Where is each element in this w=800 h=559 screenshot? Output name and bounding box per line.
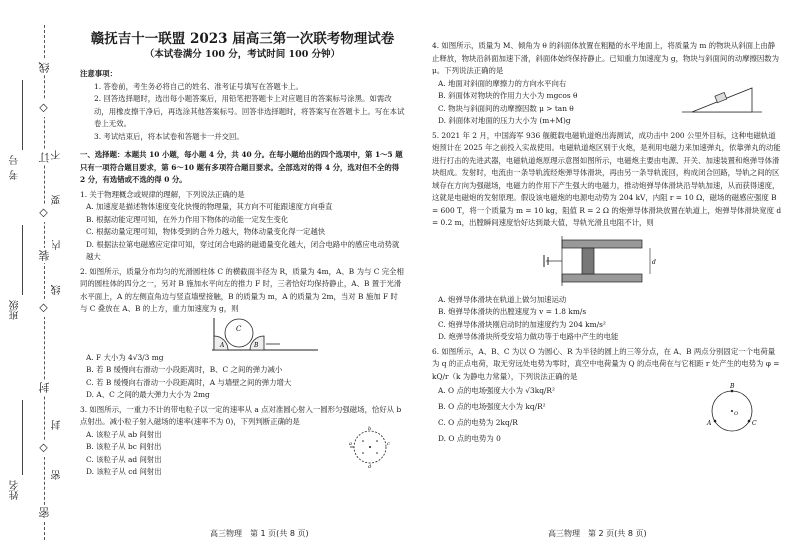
question-6-stem: 6. 如图所示，A、B、C 为以 O 为圆心、R 为半径的圆上的三等分点，在 A、B 两点分别固定一个电荷量为 q 的正点电荷，取无穷远处电势为零时，真空中电荷量为 Q 的点电荷在与它相距 r 处产生的电势为 φ = kQ/r（k 为静电力常量），下列说法正确的是 (432, 346, 780, 381)
seal-word-line: 线 (38, 62, 51, 73)
field-label-kao: 考 (10, 170, 21, 180)
question-3-option-d: D. 该粒子从 cd 间射出 (86, 467, 162, 476)
magnetic-field-circle-figure (348, 425, 392, 469)
question-3-stem: 3. 如图所示，一重力不计的带电粒子以一定的速率从 a 点对准圆心射入一圆形匀强磁场，恰好从 b 点射出。减小粒子射入磁场的速率(速率不为 0)，下列判断正确的是 (80, 404, 402, 426)
seal-word-ding: 订 (38, 152, 51, 163)
charges-circle-figure (704, 381, 760, 441)
question-2-option-d: D. A、C 之间的最大弹力大小为 2mg (86, 390, 210, 399)
seal-word-mi: 密 (38, 507, 51, 518)
seal-circle: ◇ (37, 302, 50, 315)
svg-text:A: A (707, 420, 712, 427)
left-column (80, 30, 405, 479)
inside-word: 内 (52, 240, 63, 250)
svg-text:C: C (236, 324, 242, 333)
notice-item: 1. 答卷前，考生务必将自己的姓名、准考证号填写在答题卡上。 (94, 81, 303, 91)
section-heading: 一、选择题：本题共 10 小题，每小题 4 分，共 40 分。在每小题给出的四个选项中，第 1～5 题只有一项符合题目要求，第 6～10 题有多项符合题目要求。全部选对的得 4 分，选对但不全的得 2 分，有选错或不选的得 0 分。 (80, 150, 403, 184)
question-6-option-d: D. O 点的电势为 0 (438, 434, 501, 443)
question-3-option-c: C. 该粒子从 ad 间射出 (86, 454, 162, 464)
svg-text:d: d (368, 463, 372, 469)
question-2-figure-space (80, 316, 405, 352)
seal-circle: ◇ (37, 207, 50, 220)
question-3-option-a: A. 该粒子从 ab 间射出 (86, 429, 162, 439)
question-5-option-a: A. 炮弹导体滑块在轨道上做匀加速运动 (438, 294, 567, 304)
svg-text:a: a (349, 440, 352, 447)
binding-strip (0, 0, 66, 559)
page-footer-right: 高三物理 第 2 页(共 8 页) (548, 529, 647, 538)
field-label-hao: 号 (10, 155, 21, 165)
notice-item: 2. 回答选择题时，选出每小题答案后，用铅笔把答题卡上对应题目的答案标号涂黑。如需改动，用橡皮擦干净后，再选涂其他答案标号。回答非选择题时，将答案写在答题卡上。写在本试卷上无效。 (94, 94, 405, 128)
question-5-option-c: C. 炮弹导体滑块刚启动时的加速度约为 204 km/s² (438, 319, 606, 329)
question-6-options (432, 383, 782, 447)
field-label-class: 班级 (10, 300, 21, 320)
cylinders-figure (210, 316, 320, 352)
railgun-figure (532, 232, 662, 292)
field-line-name (22, 400, 23, 475)
question-6-option-a: A. O 点的电场强度大小为 √3kq/R² (438, 386, 555, 395)
question-2-option-c: C. 若 B 缓慢向右滑动一小段距离时，A 与墙壁之间的弹力增大 (86, 377, 292, 387)
question-1-option-a: A. 加速度是描述物体速度变化快慢的物理量，其方向不可能跟速度方向垂直 (86, 202, 333, 211)
incline-figure (682, 80, 762, 114)
question-4-option-d: D. 斜面体对地面的压力大小为 (m+M)g (438, 116, 571, 125)
question-2-option-b: B. 若 B 缓慢向右滑动一小段距离时，B、C 之间的弹力减小 (86, 365, 283, 374)
question-5-figure-space (432, 230, 782, 294)
field-line-class (22, 225, 23, 295)
page-footer-left: 高三物理 第 1 页(共 8 页) (210, 529, 309, 538)
svg-text:B: B (730, 383, 735, 390)
seal-word-feng: 封 (38, 382, 51, 393)
question-5-option-b: B. 炮弹导体滑块的出膛速度为 v = 1.8 km/s (438, 307, 587, 316)
svg-text:d: d (652, 258, 656, 266)
question-5-stem: 5. 2021 年 2 月，中国海军 936 舰艇载电磁轨道炮出海测试，成功击中 200 公里外目标，这种电磁轨道炮预计在 2025 年之前投入实战使用。电磁轨道炮区别于火炮，是利用电磁力来加速弹丸，依靠弹丸的动能进行打击的先进武器，电磁轨道炮原理示意图如图所示，电磁炮主要由电源、开关、加速装置和炮弹导体滑块组成。发射时，电流由一条导轨流经炮弹导体滑块，再由另一条导轨流回，构成闭合回路，导轨之间的区域存在方向为强磁场，电磁力的作用下产生强大的电磁力，推动炮弹导体滑块沿导轨加速，从而获得速度，这就是电磁炮的发射原理。假设该电磁炮的电源电动势为 204 kV，内阻 r = 10 Ω，磁场的磁感应强度 B = 600 T，将一个质量为 m = 10 kg，阻值 R = 2 Ω 的炮弹导体滑块放置在轨道上，炮弹导体滑块宽度 d = 0.2 m，出膛瞬间速度恰好达到最大值，导轨光滑且电阻不计，则 (432, 130, 782, 227)
question-4-options (432, 78, 782, 128)
question-2-stem: 2. 如图所示，质量分布均匀的光滑圆柱体 C 的横截面半径为 R，质量为 4m，A、B 为与 C 完全相同的圆柱体的四分之一，另对 B 施加水平向左的推力 F 时，三者恰好均保持静止，A、B 置于光滑水平面上，A 的左侧直角边与竖直墙壁接触，B 的质量为 m，A 的质量为 2m，当对 B 施加 F 时与 C 叠放在 A、B 的上方，重力加速度为 g，则 (80, 266, 404, 313)
question-3-option-b: B. 该粒子从 bc 间射出 (86, 442, 162, 451)
inside-word: 封 (52, 420, 63, 430)
question-4-stem: 4. 如图所示，质量为 M、倾角为 θ 的斜面体放置在粗糙的水平地面上，将质量为 m 的物块从斜面上由静止释放，物块沿斜面加速下滑，斜面体始终保持静止。已知重力加速度为 g，物块与斜面间的动摩擦因数为 μ。下列说法正确的是 (432, 41, 780, 75)
svg-text:c: c (387, 440, 390, 447)
svg-text:B: B (254, 341, 259, 349)
question-3-options (80, 425, 405, 479)
field-line-number (22, 80, 23, 150)
notice-title: 注意事项： (80, 69, 117, 78)
question-1-option-b: B. 根据动能定理可知，在外力作用下物体的动能一定发生变化 (86, 214, 289, 224)
seal-circle: ◇ (37, 442, 50, 455)
seal-word-zhuang: 装 (38, 250, 51, 261)
inside-word: 线 (52, 285, 63, 295)
question-1-option-c: C. 根据动量定理可知，物体受到的合外力越大，物体动量变化得一定越快 (86, 227, 326, 236)
svg-text:A: A (220, 341, 225, 349)
seal-circle: ◇ (37, 102, 50, 115)
svg-text:O: O (734, 411, 739, 417)
svg-text:b: b (368, 425, 372, 432)
question-4-option-c: C. 物块与斜面间的动摩擦因数 μ > tan θ (438, 103, 574, 113)
field-label-name: 姓名 (10, 480, 21, 500)
inside-word: 不 (52, 150, 63, 160)
exam-title: 赣抚吉十一联盟 2023 届高三第一次联考物理试卷 (90, 31, 395, 47)
exam-subtitle: （本试卷满分 100 分，考试时间 100 分钟） (144, 49, 341, 60)
inside-word: 要 (52, 195, 63, 205)
question-6-option-b: B. O 点的电场强度大小为 kq/R² (438, 402, 546, 411)
svg-text:C: C (752, 420, 757, 427)
question-4-option-a: A. 地面对斜面的摩擦力的方向水平向右 (438, 78, 567, 88)
question-1-option-d: D. 根据法拉第电磁感应定律可知，穿过闭合电路的磁通量变化越大，闭合电路中的感应电动势就越大 (86, 239, 400, 261)
right-column (432, 40, 782, 447)
question-5-option-d: D. 炮弹导体滑块所受安培力做功等于电路中产生的电能 (438, 332, 619, 341)
question-4-option-b: B. 斜面体对物块的作用力大小为 mgcos θ (438, 91, 578, 100)
question-2-option-a: A. F 大小为 4√3/3 mg (86, 352, 164, 362)
question-1-stem: 1. 关于物理概念或规律的理解，下列说法正确的是 (80, 189, 245, 199)
question-6-option-c: C. O 点的电势为 2kq/R (438, 418, 518, 427)
notice-item: 3. 考试结束后，将本试卷和答题卡一并交回。 (94, 131, 244, 141)
inside-word: 密 (52, 470, 63, 480)
